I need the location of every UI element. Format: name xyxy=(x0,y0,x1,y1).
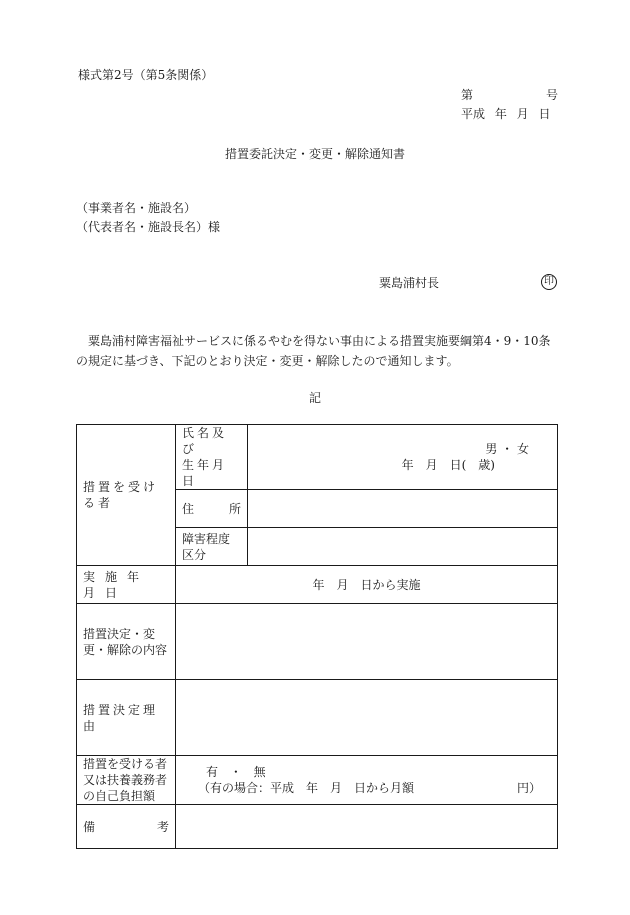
addressee-representative: （代表者名・施設長名）様 xyxy=(76,220,221,234)
impl-date-value[interactable]: 年 月 日から実施 xyxy=(176,566,558,604)
burden-value-cell[interactable] xyxy=(176,756,558,805)
address-label-1: 住 xyxy=(182,501,195,516)
disability-value-cell[interactable] xyxy=(248,528,558,566)
table-row xyxy=(77,425,558,490)
form-number: 様式第2号（第5条関係） xyxy=(78,68,214,82)
table-row xyxy=(77,680,558,756)
table-row xyxy=(77,604,558,680)
gender-options: 男 ・ 女 xyxy=(485,442,529,456)
ki-heading: 記 xyxy=(308,391,321,405)
address-value-cell[interactable] xyxy=(248,490,558,528)
content-label: 措置決定・変更・解除の内容 xyxy=(77,604,176,680)
name-dob-label-cell xyxy=(176,425,248,490)
addressee-business: （事業者名・施設名） xyxy=(76,201,197,215)
burden-label: 措置を受ける者又は扶養義務者の自己負担額 xyxy=(77,756,176,805)
dob-label: 生年月日 xyxy=(182,458,228,488)
burden-yes-no: 有 ・ 無 xyxy=(206,765,266,779)
reason-value-cell[interactable] xyxy=(176,680,558,756)
remarks-label-1: 備 xyxy=(83,819,96,834)
address-label-cell xyxy=(176,490,248,528)
name-label: 氏名及び xyxy=(182,426,228,456)
doc-number-prefix: 第 xyxy=(461,88,474,102)
name-dob-value-cell[interactable] xyxy=(248,425,558,490)
document-title: 措置委託決定・変更・解除通知書 xyxy=(224,147,405,161)
notice-form-table xyxy=(76,424,558,849)
remarks-label-cell xyxy=(77,805,176,849)
burden-yen: 円） xyxy=(516,781,541,795)
remarks-label-2: 考 xyxy=(156,819,169,834)
disability-label: 障害程度区分 xyxy=(176,528,248,566)
doc-number-suffix: 号 xyxy=(546,88,559,102)
issuer-name: 粟島浦村長 xyxy=(379,276,440,290)
table-row xyxy=(77,566,558,604)
reason-label: 措置決定理由 xyxy=(77,680,176,756)
address-label-2: 所 xyxy=(228,501,241,516)
remarks-value-cell[interactable] xyxy=(176,805,558,849)
content-value-cell[interactable] xyxy=(176,604,558,680)
burden-detail: （有の場合：平成 年 月 日から月額 xyxy=(198,781,415,795)
notice-body-text: 粟島浦村障害福祉サービスに係るやむを得ない事由による措置実施要綱第4・9・10条の規定に基づき、下記のとおり決定・変更・解除したので通知します。 xyxy=(76,334,551,368)
issue-date: 平成 年 月 日 xyxy=(461,107,551,121)
seal-mark: 印 xyxy=(541,274,557,290)
dob-format: 年 月 日( 歳) xyxy=(401,458,495,472)
impl-date-label: 実施年月日 xyxy=(77,566,176,604)
table-row xyxy=(77,756,558,805)
recipient-label: 措置を受ける者 xyxy=(77,425,176,566)
table-row xyxy=(77,805,558,849)
